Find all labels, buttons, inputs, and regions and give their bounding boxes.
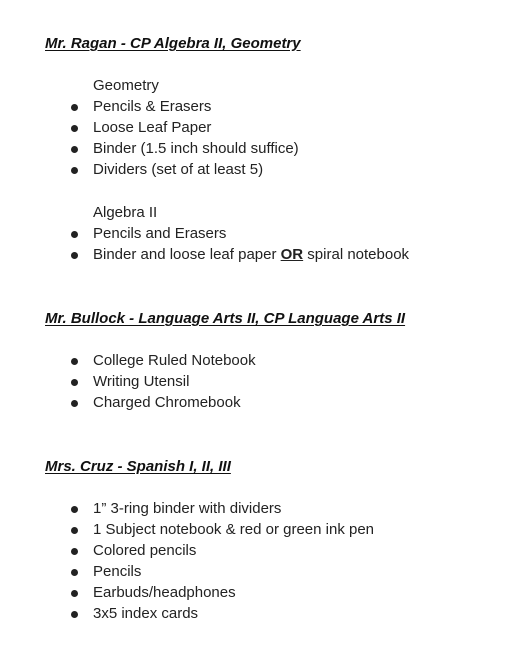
- bullet-icon: [71, 548, 78, 555]
- bullet-icon: [71, 569, 78, 576]
- bullet-icon: [71, 125, 78, 132]
- bullet-icon: [71, 146, 78, 153]
- bullet-icon: [71, 252, 78, 259]
- section-heading-bullock: Mr. Bullock - Language Arts II, CP Language Arts II: [45, 310, 406, 327]
- bullet-icon: [71, 590, 78, 597]
- bullet-icon: [71, 379, 78, 386]
- section-heading-ragan: Mr. Ragan - CP Algebra II, Geometry: [45, 35, 301, 52]
- emphasis-or: OR: [280, 246, 304, 263]
- bullet-icon: [71, 358, 78, 365]
- bullet-icon: [71, 400, 78, 407]
- bullet-icon: [71, 527, 78, 534]
- bullet-icon: [71, 231, 78, 238]
- bullet-icon: [71, 167, 78, 174]
- subheading-algebra-ii: Algebra II: [93, 204, 158, 221]
- subheading-geometry: Geometry: [93, 77, 159, 94]
- bullet-icon: [71, 104, 78, 111]
- bullet-icon: [71, 611, 78, 618]
- section-heading-cruz: Mrs. Cruz - Spanish I, II, III: [45, 458, 231, 475]
- bullet-icon: [71, 506, 78, 513]
